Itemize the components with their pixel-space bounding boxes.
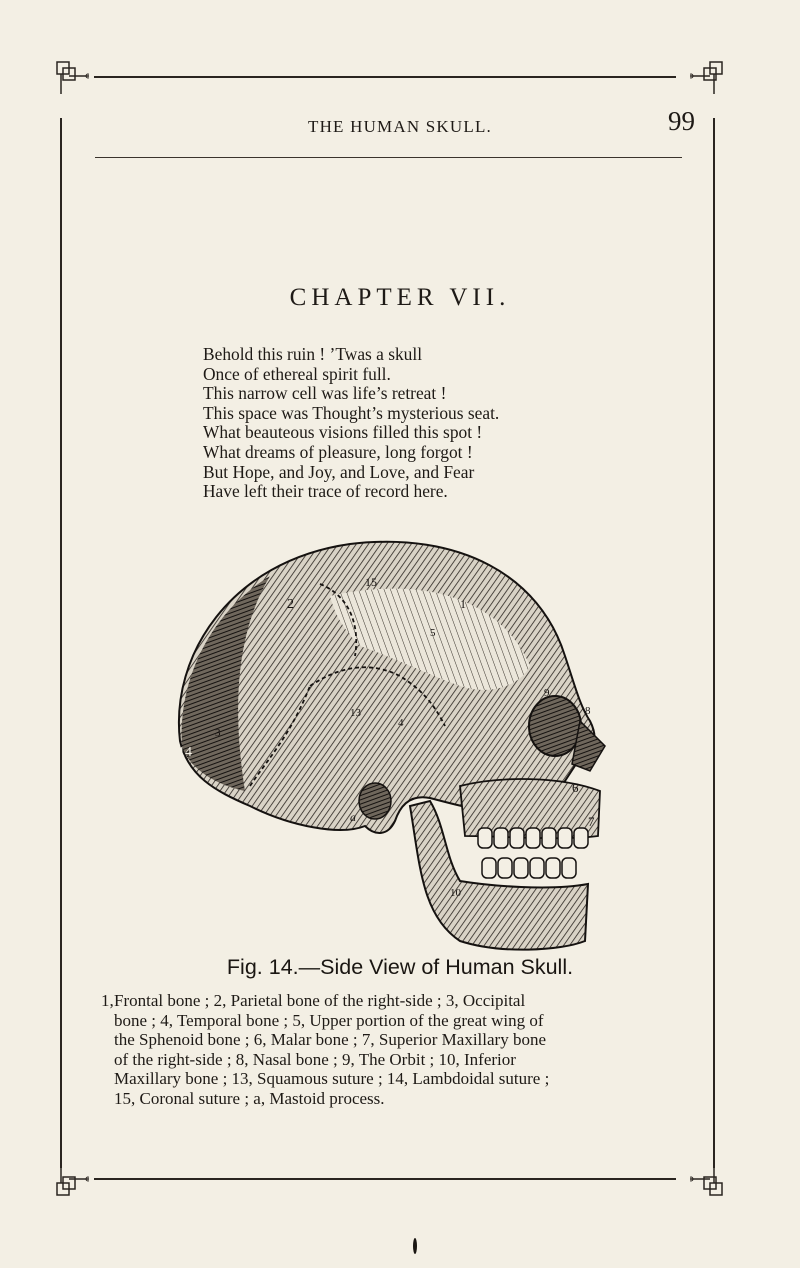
legend-line: of the right-side ; 8, Nasal bone ; 9, The Orbit ; 10, Inferior (114, 1049, 516, 1069)
label-9: 9 (544, 687, 550, 699)
label-1: 1 (460, 597, 466, 611)
label-10: 10 (450, 887, 461, 899)
label-4: 4 (398, 717, 404, 729)
frame-bottom-rule (94, 1178, 676, 1180)
running-header-title: THE HUMAN SKULL. (308, 117, 492, 136)
label-a: a (350, 810, 356, 824)
label-2: 2 (287, 597, 294, 612)
label-5: 5 (430, 627, 436, 639)
frame-top-rule (94, 76, 676, 78)
chapter-title: CHAPTER VII. (289, 284, 511, 311)
figure-caption: Fig. 14.—Side View of Human Skull. (226, 955, 574, 979)
poem-line: What dreams of pleasure, long forgot ! (203, 441, 473, 462)
poem-line: Once of ethereal spirit full. (203, 363, 391, 384)
frame-right-rule (713, 118, 715, 1168)
poem (203, 345, 499, 502)
corner-ornament-icon (690, 1163, 724, 1197)
label-7: 7 (588, 814, 595, 829)
header-rule (95, 157, 682, 158)
label-6: 6 (572, 780, 579, 795)
poem-line: Have left their trace of record here. (203, 481, 448, 502)
label-3: 3 (215, 727, 221, 739)
legend-line: 15, Coronal suture ; a, Mastoid process. (114, 1088, 385, 1108)
poem-line: But Hope, and Joy, and Love, and Fear (203, 461, 475, 482)
page-number: 99 (668, 106, 695, 136)
poem-line: What beauteous visions filled this spot ! (203, 422, 483, 443)
poem-line: Behold this ruin ! ’Twas a skull (203, 344, 423, 364)
poem-line: This space was Thought’s mysterious seat. (203, 402, 500, 423)
label-8: 8 (585, 705, 591, 717)
figure-legend (101, 991, 688, 1109)
skull-illustration (160, 536, 610, 956)
label-15: 15 (365, 575, 377, 589)
legend-lead-number: 1, (101, 991, 114, 1010)
legend-line: the Sphenoid bone ; 6, Malar bone ; 7, Superior Maxillary bone (114, 1030, 546, 1050)
corner-ornament-icon (55, 60, 89, 94)
poem-line: This narrow cell was life’s retreat ! (203, 383, 447, 404)
legend-line: Frontal bone ; 2, Parietal bone of the right-side ; 3, Occipital (114, 991, 526, 1010)
label-13: 13 (350, 707, 361, 719)
legend-line: Maxillary bone ; 13, Squamous suture ; 14, Lambdoidal suture ; (114, 1069, 550, 1089)
corner-ornament-icon (55, 1163, 89, 1197)
frame-left-rule (60, 118, 62, 1168)
label-14: 14 (178, 745, 192, 760)
corner-ornament-icon (690, 60, 724, 94)
ink-stain (413, 1238, 417, 1254)
legend-line: bone ; 4, Temporal bone ; 5, Upper portion of the great wing of (114, 1010, 544, 1030)
